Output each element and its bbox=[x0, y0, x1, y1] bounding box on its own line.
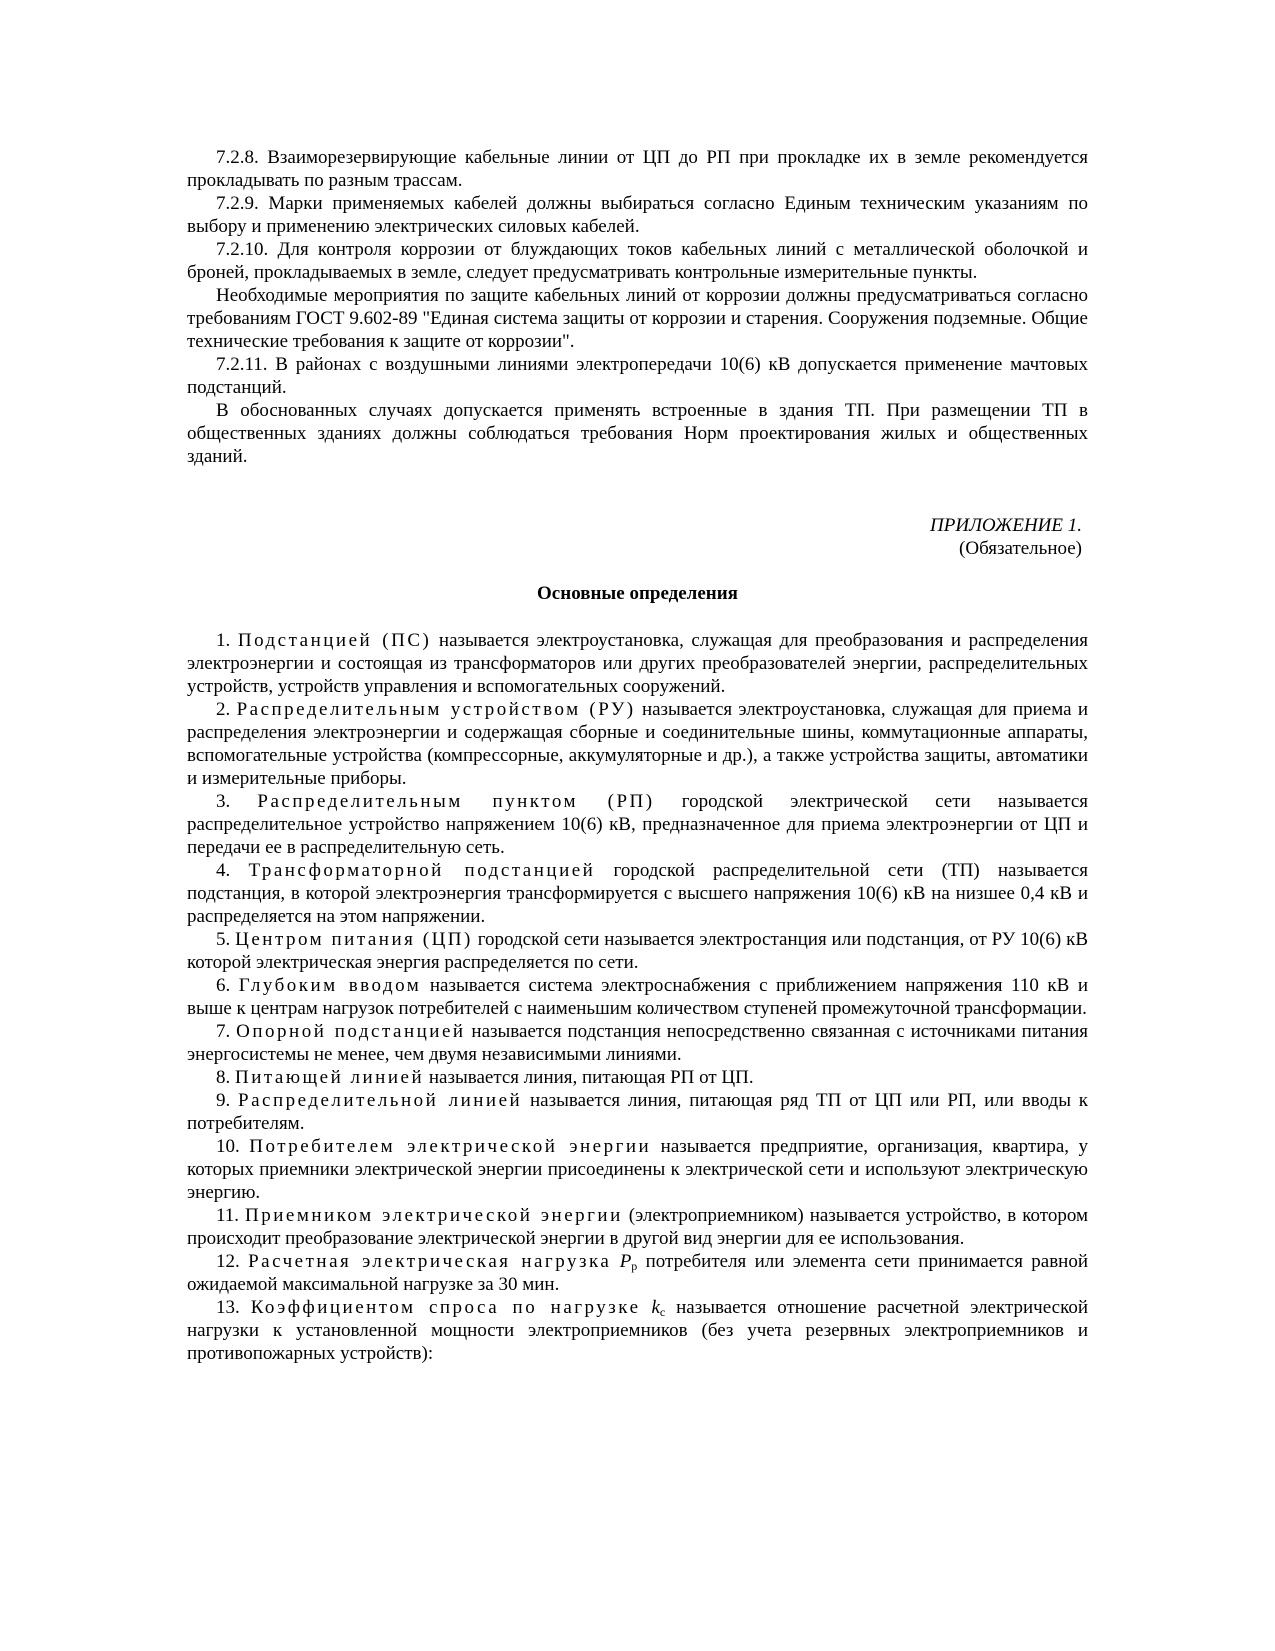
definition-text: потребителя или элемента сети принимается равной ожидаемой максимальной нагрузке за 30 мин. bbox=[187, 1251, 1089, 1295]
definition-item bbox=[187, 974, 1088, 1020]
definition-item bbox=[187, 1089, 1088, 1135]
definition-number: 5. bbox=[216, 929, 236, 950]
definition-term: Трансформаторной подстанцией bbox=[248, 860, 596, 881]
paragraph-builtin-substations: В обоснованных случаях допускается применять встроенные в здания ТП. При размещении ТП в общественных зданиях должны соблюдаться требования Норм проектирования жилых и общественных зданий. bbox=[187, 400, 1088, 467]
paragraph-7-2-9: 7.2.9. Марки применяемых кабелей должны выбираться согласно Единым техническим указаниям по выбору и применению электрических силовых кабелей. bbox=[187, 193, 1088, 237]
definition-text: называется предприятие, организация, квартира, у которых приемники электрической энергии присоединены к электрической сети и используют электрическую энергию. bbox=[187, 1136, 1089, 1203]
definition-number: 2. bbox=[216, 699, 237, 720]
definition-term: Расчетная электрическая нагрузка bbox=[248, 1251, 612, 1272]
definition-item bbox=[187, 698, 1088, 790]
definition-number: 13. bbox=[216, 1297, 251, 1318]
definition-item bbox=[187, 1296, 1088, 1365]
definition-number: 4. bbox=[216, 860, 249, 881]
definition-term: Центром питания (ЦП) bbox=[235, 929, 473, 950]
appendix-label bbox=[187, 514, 1088, 560]
definition-number: 7. bbox=[216, 1021, 237, 1042]
definition-number: 12. bbox=[216, 1251, 249, 1272]
definition-term: Потребителем электрической энергии bbox=[249, 1136, 652, 1157]
paragraph-corrosion-measures: Необходимые мероприятия по защите кабельных линий от коррозии должны предусматриваться согласно требованиям ГОСТ 9.602-89 "Единая система защиты от коррозии и старения. Сооружения подземные. Общие технические требования к защите от коррозии". bbox=[187, 285, 1088, 352]
definition-text: называется подстанция непосредственно связанная с источниками питания энергосистемы не менее, чем двумя независимыми линиями. bbox=[187, 1021, 1088, 1065]
definition-text: называется линия, питающая РП от ЦП. bbox=[424, 1067, 754, 1088]
definition-text: городской распределительной сети (ТП) называется подстанция, в которой электроэнергия трансформируется с высшего напряжения 10(6) кВ на низшее 0,4 кВ и распределяется на этом напряжении. bbox=[187, 860, 1089, 927]
definition-term: Опорной подстанцией bbox=[236, 1021, 466, 1042]
definition-number: 9. bbox=[216, 1090, 239, 1111]
definition-text: городской электрической сети называется распределительное устройство напряжением 10(6) кВ, предназначенное для приема электроэнергии от ЦП и передачи ее в распределительную сеть. bbox=[187, 791, 1089, 858]
definition-term: Распределительным устройством (РУ) bbox=[236, 699, 636, 720]
paragraph-7-2-10: 7.2.10. Для контроля коррозии от блуждающих токов кабельных линий с металлической оболочкой и броней, прокладываемых в земле, следует предусматривать контрольные измерительные пункты. bbox=[187, 239, 1088, 283]
definition-text: называется отношение расчетной электрической нагрузки к установленной мощности электроприемников (без учета резервных электроприемников и противопожарных устройств): bbox=[187, 1297, 1089, 1364]
formula-subscript: р bbox=[631, 1259, 638, 1273]
definition-item bbox=[187, 1250, 1088, 1296]
definition-text: называется электроустановка, служащая для преобразования и распределения электроэнергии и состоящая из трансформаторов или других преобразователей энергии, распределительных устройств, устройств управления и вспомогательных сооружений. bbox=[187, 630, 1088, 697]
definition-item bbox=[187, 790, 1088, 859]
definition-item bbox=[187, 859, 1088, 928]
definition-item bbox=[187, 1066, 1088, 1089]
definitions-heading: Основные определения bbox=[537, 583, 738, 604]
formula-symbol: P bbox=[619, 1251, 632, 1272]
definition-number: 8. bbox=[216, 1067, 235, 1088]
definition-text: называется электроустановка, служащая для приема и распределения электроэнергии и содержащая сборные и соединительные шины, коммутационные аппараты, вспомогательные устройства (компрессорные, аккумуляторные и др.), а также устройства защиты, автоматики и измерительные приборы. bbox=[187, 699, 1089, 789]
definition-term: Распределительным пунктом (РП) bbox=[257, 791, 655, 812]
definition-item bbox=[187, 928, 1088, 974]
definition-item bbox=[187, 629, 1088, 698]
definition-term: Коэффициентом спроса по нагрузке bbox=[250, 1297, 641, 1318]
definition-term: Глубоким вводом bbox=[238, 975, 422, 996]
definition-term: Подстанцией (ПС) bbox=[237, 630, 432, 651]
definition-number: 3. bbox=[216, 791, 258, 812]
formula-symbol: k bbox=[651, 1297, 660, 1318]
appendix-status: (Обязательное) bbox=[959, 538, 1082, 559]
document-page bbox=[187, 146, 1088, 1365]
definition-text: называется система электроснабжения с приближением напряжения 110 кВ и выше к центрам нагрузок потребителей с наименьшим количеством ступеней промежуточной трансформации. bbox=[187, 975, 1088, 1019]
definition-item bbox=[187, 1020, 1088, 1066]
appendix-title: ПРИЛОЖЕНИЕ 1. bbox=[930, 515, 1082, 536]
definition-number: 1. bbox=[216, 630, 238, 651]
definitions-list bbox=[187, 629, 1088, 1250]
definition-number: 11. bbox=[216, 1205, 246, 1226]
definition-text: называется линия, питающая ряд ТП от ЦП или РП, или вводы к потребителям. bbox=[187, 1090, 1088, 1134]
definition-item bbox=[187, 1135, 1088, 1204]
paragraph-7-2-8: 7.2.8. Взаиморезервирующие кабельные линии от ЦП до РП при прокладке их в земле рекомендуется прокладывать по разным трассам. bbox=[187, 147, 1088, 191]
definition-text: городской сети называется электростанция или подстанция, от РУ 10(6) кВ которой электрическая энергия распределяется по сети. bbox=[187, 929, 1089, 973]
paragraph-7-2-11: 7.2.11. В районах с воздушными линиями электропередачи 10(6) кВ допускается применение мачтовых подстанций. bbox=[187, 354, 1088, 398]
formula-subscript: с bbox=[659, 1305, 666, 1319]
definition-term: Приемником электрической энергии bbox=[245, 1205, 623, 1226]
definition-term: Питающей линией bbox=[235, 1067, 425, 1088]
definition-item bbox=[187, 1204, 1088, 1250]
definition-number: 6. bbox=[216, 975, 239, 996]
definition-number: 10. bbox=[216, 1136, 250, 1157]
definition-term: Распределительной линией bbox=[238, 1090, 523, 1111]
definition-text: (электроприемником) называется устройство, в котором происходит преобразование электрической энергии в другой вид энергии для ее использования. bbox=[187, 1205, 1089, 1249]
